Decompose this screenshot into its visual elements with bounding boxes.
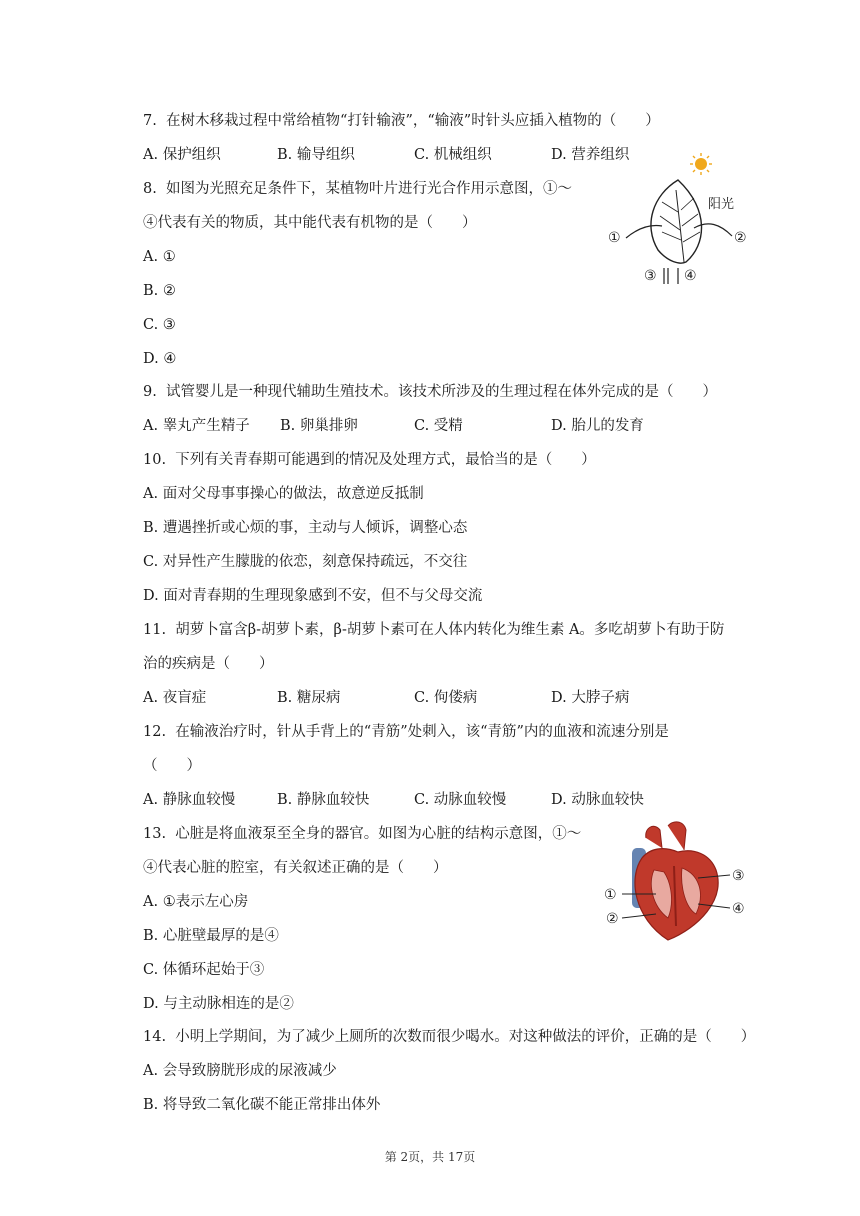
q10-option-c: C. 对异性产生朦胧的依恋，刻意保持疏远，不交往 xyxy=(143,554,468,570)
q11-option-c: C. 佝偻病 xyxy=(414,690,478,706)
q7-option-d: D. 营养组织 xyxy=(551,147,630,163)
q10-option-d: D. 面对青春期的生理现象感到不安，但不与父母交流 xyxy=(143,588,483,604)
heart-label-2: ② xyxy=(606,911,619,927)
q9-option-d: D. 胎儿的发育 xyxy=(551,418,644,434)
leaf-label-3: ③ xyxy=(644,268,657,284)
leaf-figure xyxy=(598,150,758,290)
q12-stem-line2: （ ） xyxy=(143,758,201,774)
q7-option-c: C. 机械组织 xyxy=(414,147,492,163)
leaf-icon xyxy=(651,180,702,263)
q12-option-c: C. 动脉血较慢 xyxy=(414,792,507,808)
leaf-label-4: ④ xyxy=(684,268,697,284)
q8-option-d: D. ④ xyxy=(143,351,177,367)
sunlight-label: 阳光 xyxy=(708,197,735,212)
leaf-label-1: ① xyxy=(608,230,621,246)
page-footer: 第 2页，共 17页 xyxy=(384,1150,476,1164)
q8-stem-line2: ④代表有关的物质，其中能代表有机物的是（ ） xyxy=(143,215,477,231)
q14-option-b: B. 将导致二氧化碳不能正常排出体外 xyxy=(143,1097,381,1113)
q13-option-c: C. 体循环起始于③ xyxy=(143,962,265,978)
q12-stem-line1: 12. 在输液治疗时，针从手背上的“青筋”处刺入，该“青筋”内的血液和流速分别是 xyxy=(143,724,669,740)
q14-stem: 14. 小明上学期间，为了减少上厕所的次数而很少喝水。对这种做法的评价，正确的是（ ） xyxy=(143,1029,756,1045)
leaf-label-2: ② xyxy=(734,230,747,246)
heart-label-3: ③ xyxy=(732,868,745,884)
q7-option-b: B. 输导组织 xyxy=(277,147,355,163)
q8-stem-line1: 8. 如图为光照充足条件下，某植物叶片进行光合作用示意图，①～ xyxy=(143,181,573,197)
q9-stem: 9. 试管婴儿是一种现代辅助生殖技术。该技术所涉及的生理过程在体外完成的是（ ） xyxy=(143,384,718,400)
heart-icon xyxy=(632,822,718,940)
q12-option-d: D. 动脉血较快 xyxy=(551,792,644,808)
q13-option-b: B. 心脏壁最厚的是④ xyxy=(143,928,279,944)
sun-icon xyxy=(690,153,712,175)
q14-option-a: A. 会导致膀胱形成的尿液减少 xyxy=(143,1063,337,1079)
q10-option-a: A. 面对父母事事操心的做法，故意逆反抵制 xyxy=(143,486,424,502)
q8-option-b: B. ② xyxy=(143,283,176,299)
q8-option-c: C. ③ xyxy=(143,317,176,333)
q12-option-a: A. 静脉血较慢 xyxy=(143,792,236,808)
q13-option-a: A. ①表示左心房 xyxy=(143,894,249,910)
q12-option-b: B. 静脉血较快 xyxy=(277,792,370,808)
q11-stem-line1: 11. 胡萝卜富含β-胡萝卜素，β-胡萝卜素可在人体内转化为维生素 A。多吃胡萝卜有助于防 xyxy=(143,622,725,638)
q7-stem: 7. 在树木移栽过程中常给植物“打针输液”，“输液”时针头应插入植物的（ ） xyxy=(143,113,660,129)
heart-label-1: ① xyxy=(604,887,617,903)
heart-label-4: ④ xyxy=(732,901,745,917)
q11-stem-line2: 治的疾病是（ ） xyxy=(143,656,274,672)
q13-stem-line2: ④代表心脏的腔室，有关叙述正确的是（ ） xyxy=(143,860,448,876)
q10-option-b: B. 遭遇挫折或心烦的事，主动与人倾诉，调整心态 xyxy=(143,520,468,536)
q8-option-a: A. ① xyxy=(143,249,176,265)
q9-option-a: A. 睾丸产生精子 xyxy=(143,418,250,434)
q10-stem: 10. 下列有关青春期可能遇到的情况及处理方式，最恰当的是（ ） xyxy=(143,452,596,468)
q13-option-d: D. 与主动脉相连的是② xyxy=(143,996,294,1012)
q9-option-b: B. 卵巢排卵 xyxy=(280,418,358,434)
q11-option-b: B. 糖尿病 xyxy=(277,690,341,706)
q13-stem-line1: 13. 心脏是将血液泵至全身的器官。如图为心脏的结构示意图，①～ xyxy=(143,826,582,842)
q7-option-a: A. 保护组织 xyxy=(143,147,221,163)
heart-figure xyxy=(598,818,758,953)
q11-option-d: D. 大脖子病 xyxy=(551,690,630,706)
q11-option-a: A. 夜盲症 xyxy=(143,690,207,706)
q9-option-c: C. 受精 xyxy=(414,418,463,434)
